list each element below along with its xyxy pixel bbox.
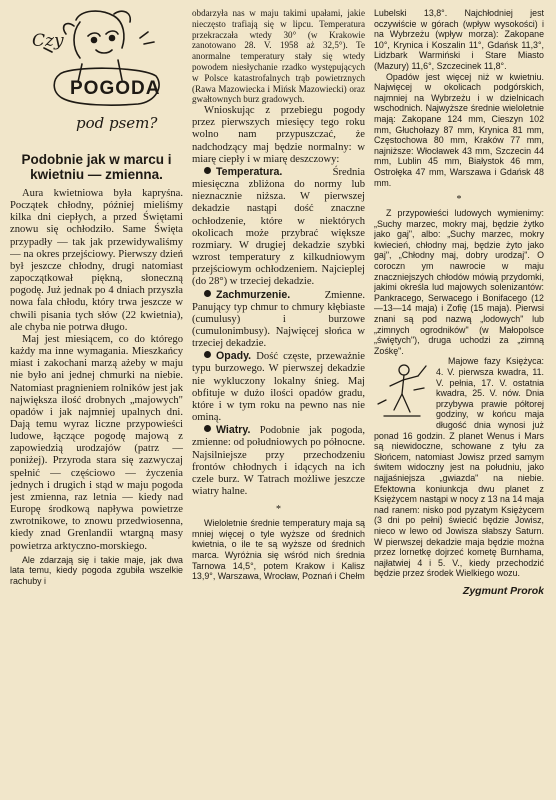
paragraph: Ale zdarzają się i takie maje, jak dwa lata temu, kiedy pogoda zgubiła wszelkie rachuby i (10, 554, 183, 586)
weather-logo-illustration (10, 8, 183, 148)
column-1 (10, 8, 183, 794)
bullet-dot-icon (204, 290, 211, 297)
bullet-dot-icon (204, 167, 211, 174)
bullet-text: Zmienne. Panujący typ chmur to chmury kłębiaste (cumulusy) i burzowe (cumulonimbusy). Najwięcej słońca w trzeciej dekadzie. (192, 289, 365, 350)
bullet-heading: Temperatura. (216, 165, 283, 178)
paragraph: Z przypowieści ludowych wymienimy: „Suchy marzec, mokry maj, będzie żytko jako gaj", albo: „Suchy marzec, mokry kwiecień, chłodny maj, będzie żyto jako gaj", „Chłodny maj, dobry urodzaj". O coroczn ym nawrocie w maju znaczniejszych chłodów mówią przydomki, jakimi określa lud majowych solenizantów: Pankracego, Serwacego i Bonifacego (12—13—14 maja) i Zofię (15 maja). Pierwsi znani są pod nazwą „lodowych" lub „zimnych ogrodników" (w Małopolsce „świętych"), druga uchodzi za „zimną Zośkę". (374, 208, 544, 356)
bullet-clouds (192, 289, 365, 351)
paragraph: obdarzyła nas w maju takimi upałami, jakie nieczęsto trafiają się w lipcu. Temperatura przekraczała wtedy 30° (w Krakowie zanotowano 28. V. 1958 aż 32,5°). Te anormalne temperatury stały się wtedy powodem niesłychanie rzadko występujących w Polsce katastrofalnych trąb powietrznych (Rawa Mazowiecka i Mińsk Mazowiecki) oraz gwałtownych burz gradowych. (192, 8, 365, 105)
logo-word-pogoda: POGODA (70, 78, 161, 99)
article-headline: Podobnie jak w marcu i kwietniu — zmienna. (21, 152, 172, 182)
paragraph: Majowe fazy Księżyca: 4. V. pierwsza kwadra, 11. V. pełnia, 17. V. ostatnia kwadra, 25. V. nów. Dnia przybywa prawie półtorej godziny, w końcu maja długość dnia wynosi już ponad 16 godzin. Z planet Wenus i Mars są niewidoczne, schowane z tyłu za Słońcem, natomiast Jowisz przed samym świtem widoczny jest na południu, jako najjaśniejsza „gwiazda" na niebie. Efektowna koniunkcja dwu planet z Księżycem nastąpi w nocy z 13 na 14 maja nad ranem: nisko pod pyzatym Księżycem (3 dni po pełni) świecić będzie Jowisz, nieco w lewo od Jowisza słabszy Saturn. W pierwszej dekadzie maja będzie można przez lornetkę dojrzeć kometę Burnhama, najłatwiej 4 i 5. V., kiedy przechodzić będzie przez środek Wielkiego wozu. (374, 356, 544, 579)
farmer-sketch-illustration (374, 360, 430, 422)
bullet-precipitation (192, 350, 365, 424)
paragraph: Maj jest miesiącem, co do którego każdy ma inne wymagania. Mieszkańcy miast i zakochani marzą ażeby w maju nie było ani jednej chmurki na niebie. Natomiast pragnieniem rolników jest jak największa ilość drobnych „majowych" opadów i jak najmniej upalnych dni. Dają temu wyraz liczne przypowieści ludowe, łączące pogodę majową z zapowiedzią urodzajów (patrz — poniżej). Przyroda stara się zazwyczaj spełnić — częściowo — życzenia jednych i drugich i stąd w maju pogoda jest zmienna, raz letnia — kiedy nad Europę środkową napływa powietrze zwrotnikowe, to znowu przedwiosenna, kiedy znad Grenlandii wtargną masy powietrza arktyczno-morskiego. (10, 333, 183, 552)
logo-word-czy: Czy (32, 31, 64, 51)
bullet-text: Dość częste, przeważnie typu burzowego. W pierwszej dekadzie nie wykluczony lokalny śnieg. Maj obfituje w dużo ilości opadów gradu, które i w tym roku na pewno nas nie ominą. (192, 351, 365, 424)
bullet-heading: Zachmurzenie. (216, 288, 291, 301)
author-signature: Zygmunt Prorok (462, 584, 544, 597)
bullet-text: Podobnie jak pogoda, zmienne: od południowych po północne. Najsilniejsze przy przechodzeniu frontów chłodnych i idących na ich czele burz. W Tatrach możliwe jeszcze wiatry halne. (192, 425, 365, 498)
logo-word-pod-psem: pod psem? (76, 114, 158, 132)
section-star: * (456, 194, 462, 206)
column-2 (192, 8, 365, 794)
paragraph: Wnioskując z przebiegu pogody przez pierwszych miesięcy tego roku wolno nam przypuszczać, że nadchodzący maj będzie normalny: w miarę ciepły i w miarę deszczowy: (192, 105, 365, 165)
paragraph: Opadów jest więcej niż w kwietniu. Najwięcej w okolicach podgórskich, najmniej na Wybrzeżu i w dzielnicach wschodnich. Najwyższe średnie wieloletnie mają: Zakopane 124 mm, Cieszyn 102 mm, Głuchołazy 87 mm, Krynica 81 mm, Częstochowa 80 mm, Kraków 77 mm, najniższe: Włocławek 43 mm, Szczecin 44 mm, Lublin 45 mm, Białystok 46 mm, Ostrołęka 47 mm, Warszawa i Gdańsk 48 mm. (374, 71, 544, 188)
column-3 (374, 8, 544, 794)
paragraph: Lubelski 13,8°. Najchłodniej jest oczywiście w górach (wpływ wysokości) i na Wybrzeżu (wpływ morza): Zakopane 10°, Krynica i Koszalin 11°, Gdańsk 11,3°, Lidzbark Warmiński i Stare Miasto (Mazury) 11,6°, Szczecinek 11,8°. (374, 8, 544, 71)
paragraph: Wieloletnie średnie temperatury maja są mniej więcej o tyle wyższe od średnich kwietnia, o ile te są wyższe od średnich marca. Wyróżnia się wśród nich średnia Tarnowa 14,5°, potem Krakow i Kalisz 13,9°, Warszawa, Wrocław, Poznań i Chełm (192, 518, 365, 582)
bullet-heading: Wiatry. (216, 424, 251, 437)
bullet-winds (192, 424, 365, 498)
bullet-heading: Opady. (216, 350, 252, 363)
paragraph: Aura kwietniowa była kapryśna. Początek chłodny, później mieliśmy kilka dni ciepłych, a przed Świętami znowu się ochłodziło. Same Święta przypadły — tak jak przewidywaliśmy — na okres przejściowy. Pierwszy dzień był jeszcze chłodny, drugi natomiast zapoczątkował piękną, słoneczną pogodę. Już jednak po 4 dniach przyszła nowa fala chłodu, który trwa jeszcze w chwili pisania tych słów (22 kwietnia), ale chyba nie potrwa długo. (10, 188, 183, 333)
bullet-dot-icon (204, 351, 211, 358)
section-star: * (276, 504, 281, 516)
bullet-temperature (192, 166, 365, 289)
bullet-dot-icon (204, 425, 211, 432)
bullet-text: Średnia miesięczna zbliżona do normy lub nieznacznie niższa. W pierwszej dekadzie nastąpi dość znaczne ochłodzenie, które w niektórych okolicach może przybrać większe rozmiary. W drugiej dekadzie szybki wzrost temperatury z kilkudniowym przejściowym ochłodzeniem. Najcieplej (do 28°) w trzeciej dekadzie. (192, 166, 365, 288)
